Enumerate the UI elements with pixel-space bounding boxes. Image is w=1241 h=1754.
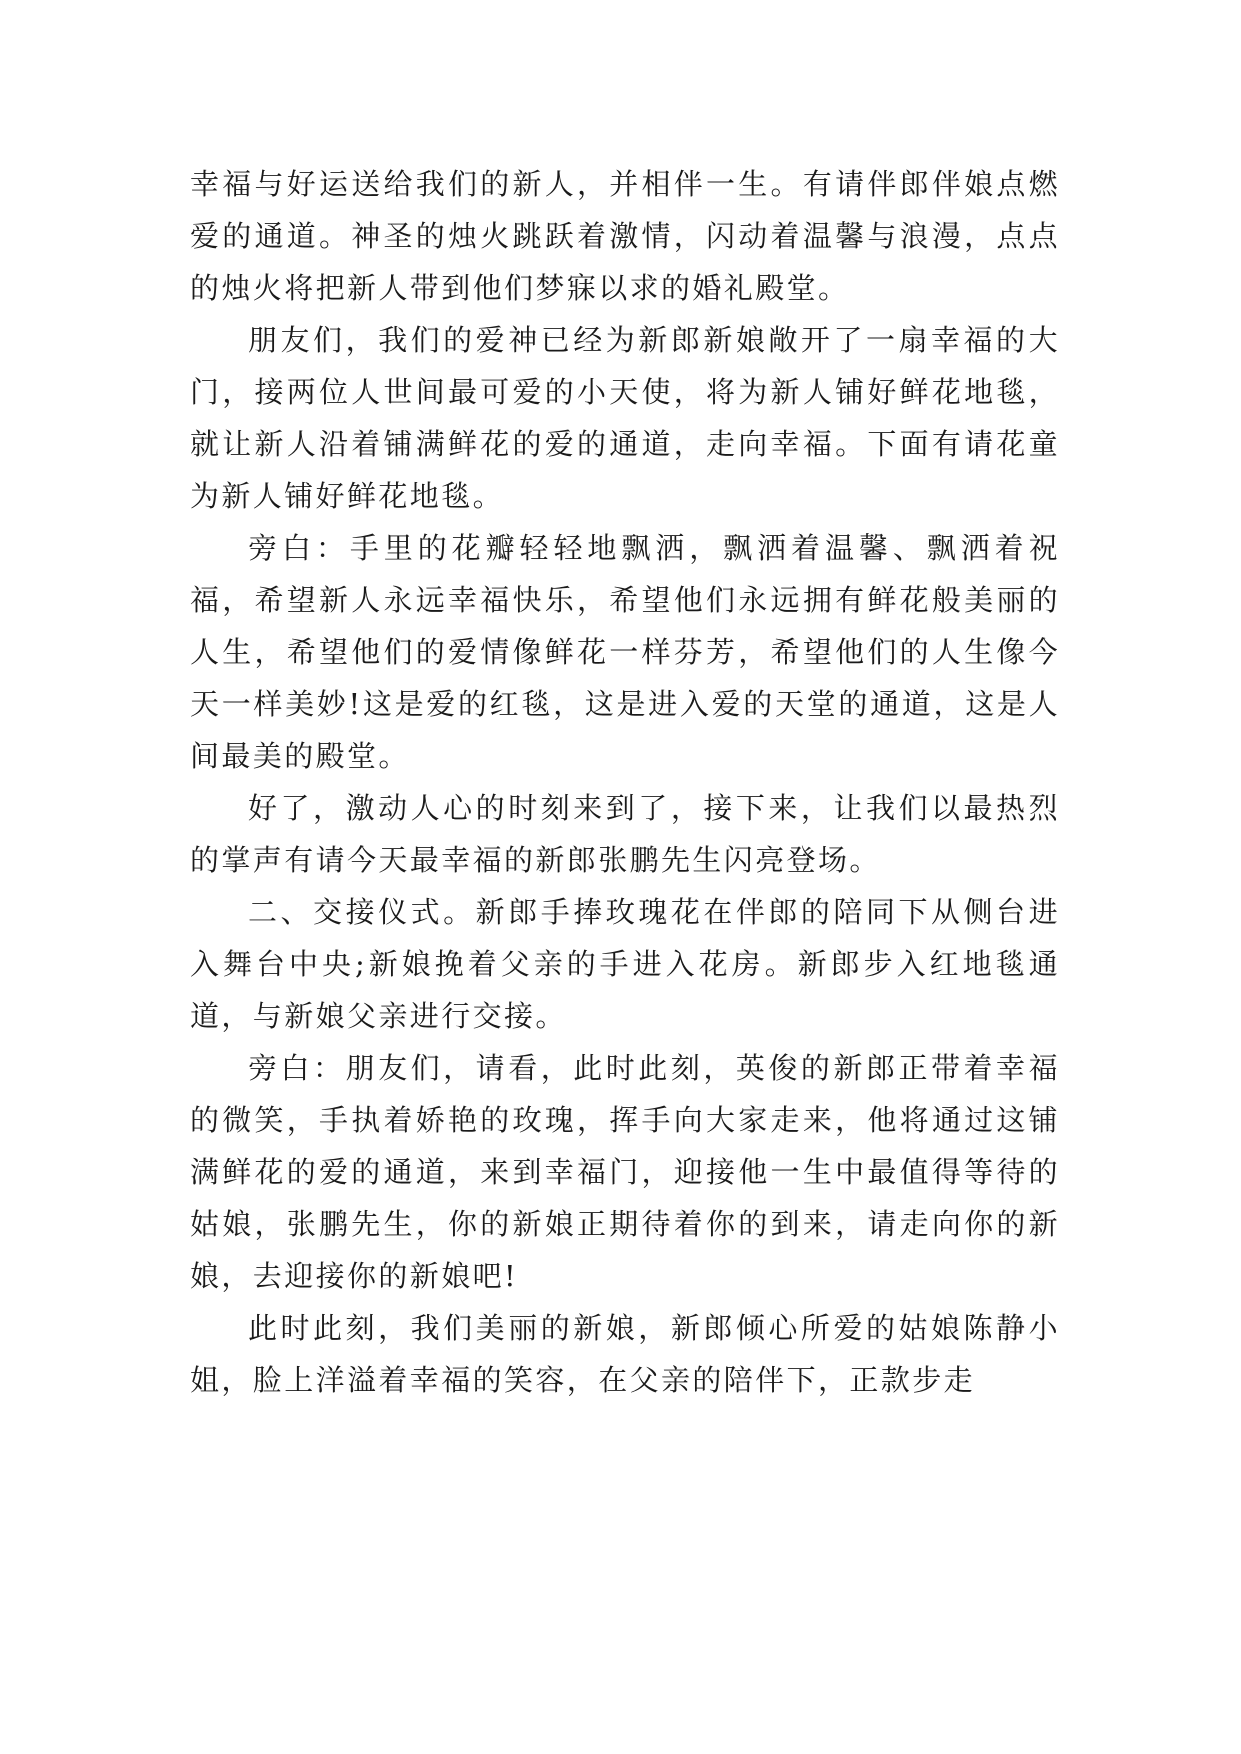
- paragraph-narration-groom: 旁白：朋友们，请看，此时此刻，英俊的新郎正带着幸福的微笑，手执着娇艳的玫瑰，挥手向大家走来，他将通过这铺满鲜花的爱的通道，来到幸福门，迎接他一生中最值得等待的姑娘，张鹏先生，你的新娘正期待着你的到来，请走向你的新娘，去迎接你的新娘吧!: [190, 1051, 1060, 1293]
- paragraph-handover-ceremony: 二、交接仪式。新郎手捧玫瑰花在伴郎的陪同下从侧台进入舞台中央;新娘挽着父亲的手进入花房。新郎步入红地毯通道，与新娘父亲进行交接。: [190, 895, 1060, 1033]
- paragraph-flower-carpet: 朋友们，我们的爱神已经为新郎新娘敞开了一扇幸福的大门，接两位人世间最可爱的小天使，将为新人铺好鲜花地毯，就让新人沿着铺满鲜花的爱的通道，走向幸福。下面有请花童为新人铺好鲜花地毯。: [190, 323, 1060, 513]
- document-body: [190, 158, 1060, 1406]
- paragraph-narration-petals: 旁白：手里的花瓣轻轻地飘洒，飘洒着温馨、飘洒着祝福，希望新人永远幸福快乐，希望他们永远拥有鲜花般美丽的人生，希望他们的爱情像鲜花一样芬芳，希望他们的人生像今天一样美妙!这是爱的红毯，这是进入爱的天堂的通道，这是人间最美的殿堂。: [190, 531, 1060, 773]
- paragraph-continuation: 幸福与好运送给我们的新人，并相伴一生。有请伴郎伴娘点燃爱的通道。神圣的烛火跳跃着激情，闪动着温馨与浪漫，点点的烛火将把新人带到他们梦寐以求的婚礼殿堂。: [190, 167, 1060, 305]
- paragraph-groom-entrance: 好了，激动人心的时刻来到了，接下来，让我们以最热烈的掌声有请今天最幸福的新郎张鹏先生闪亮登场。: [190, 791, 1060, 877]
- paragraph-bride-entrance: 此时此刻，我们美丽的新娘，新郎倾心所爱的姑娘陈静小姐，脸上洋溢着幸福的笑容，在父亲的陪伴下，正款步走: [190, 1311, 1060, 1397]
